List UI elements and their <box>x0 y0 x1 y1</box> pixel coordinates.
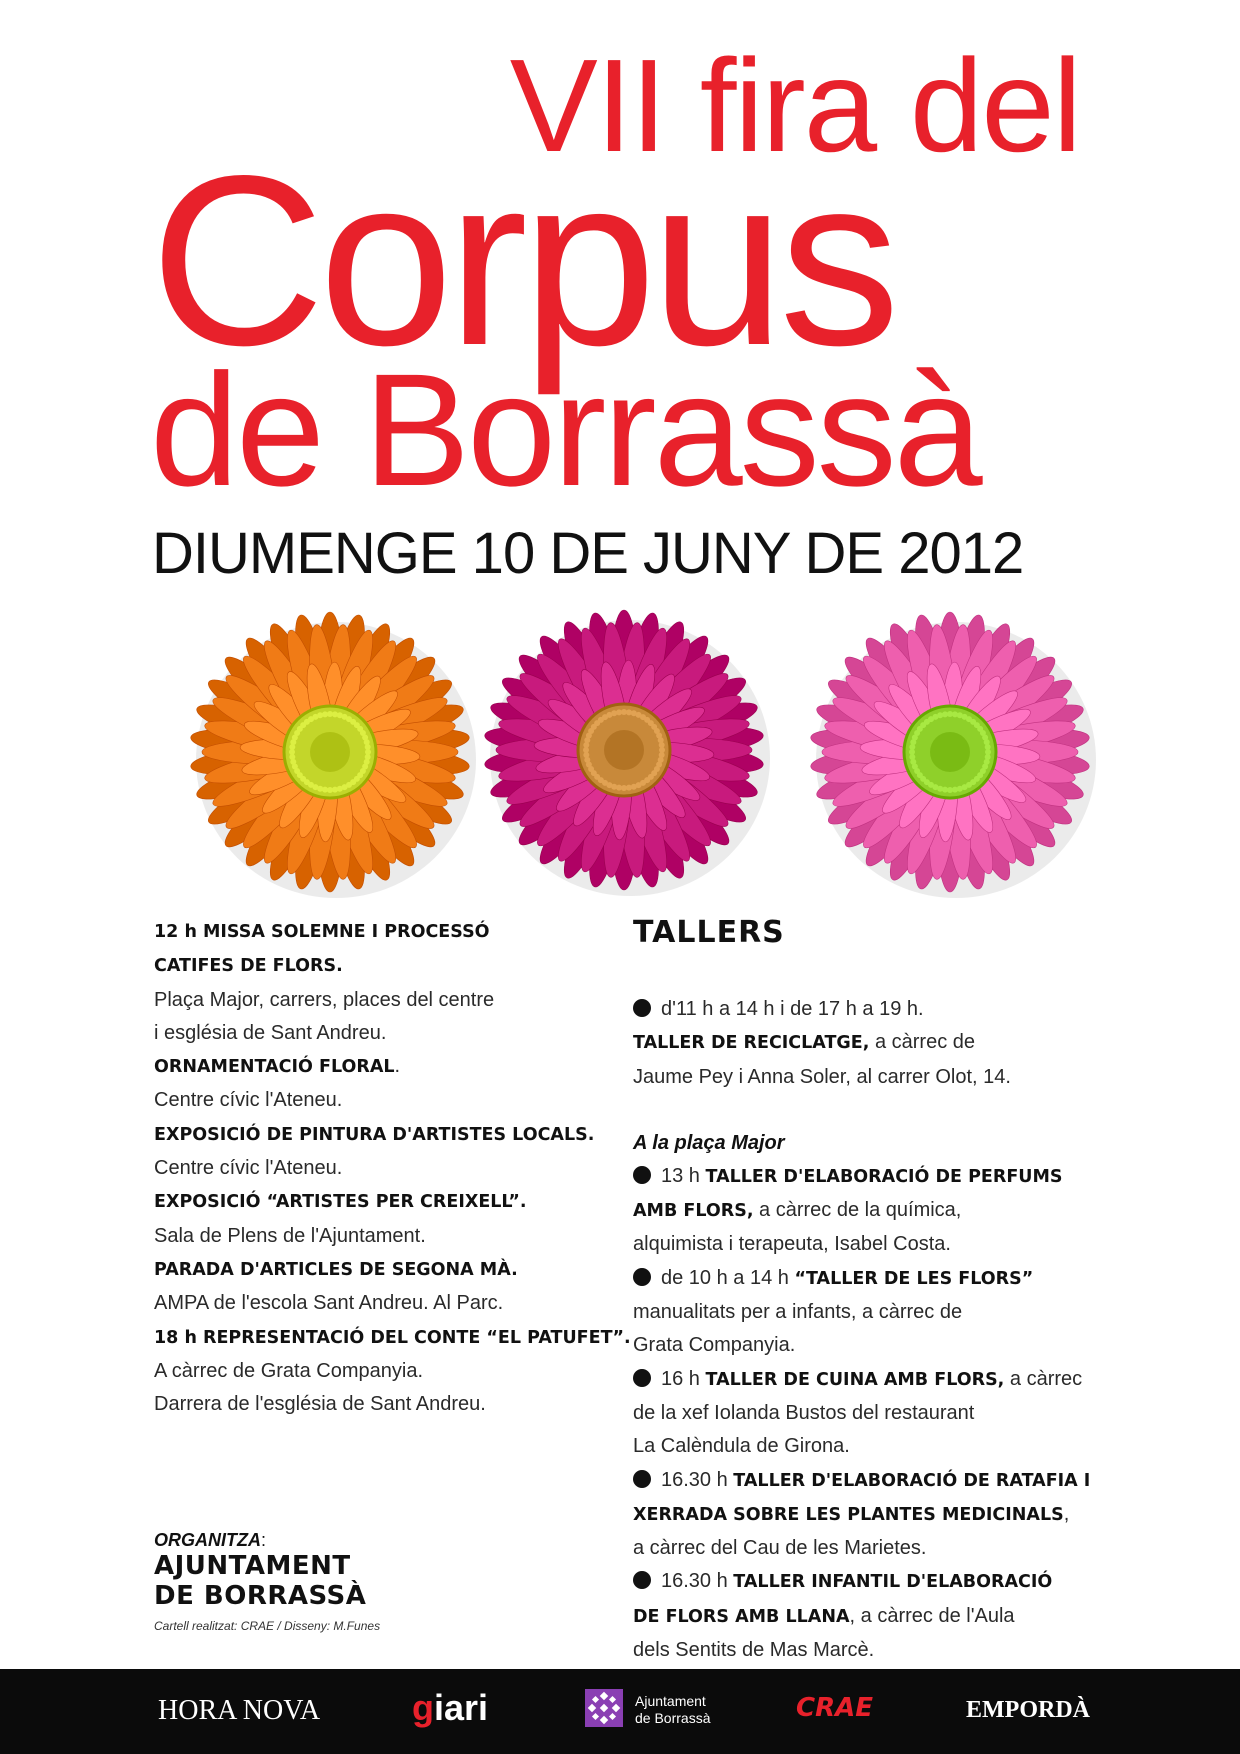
line-text: de la xef Iolanda Bustos del restaurant <box>633 1401 975 1424</box>
program-item <box>154 1355 624 1388</box>
line-bold: DE FLORS AMB LLANA <box>633 1606 850 1627</box>
organizer-label: ORGANITZA <box>154 1530 261 1550</box>
line-time: d'11 h a 14 h i de 17 h a 19 h. <box>661 998 924 1020</box>
emporda-logo: EMPORDÀ <box>966 1697 1090 1723</box>
bullet-icon <box>633 1369 651 1387</box>
line-bold: AMB FLORS, <box>633 1201 754 1222</box>
program-item <box>154 1388 624 1421</box>
line-bold: 18 h REPRESENTACIÓ DEL CONTE “EL PATUFET”. <box>154 1327 631 1348</box>
line-time: 16.30 h <box>661 1468 734 1491</box>
taller-item <box>633 993 1103 1026</box>
program-item <box>154 1321 631 1355</box>
taller-item <box>633 1026 1103 1060</box>
tallers-subtitle: A la plaça Major <box>633 1131 785 1154</box>
line-text: Darrera de l'església de Sant Andreu. <box>154 1393 486 1416</box>
line-text: a càrrec <box>1004 1367 1083 1390</box>
line-bold: EXPOSICIÓ “ARTISTES PER CREIXELL”. <box>154 1192 527 1213</box>
flower-stamen <box>365 744 371 750</box>
event-date: DIUMENGE 10 DE JUNY DE 2012 <box>152 521 1024 586</box>
line-text: AMPA de l'escola Sant Andreu. Al Parc. <box>154 1292 504 1315</box>
taller-item <box>633 1397 1103 1430</box>
program-item <box>154 984 624 1017</box>
orange-flower-image <box>180 602 480 902</box>
taller-item <box>633 1194 1103 1228</box>
line-text: Jaume Pey i Anna Soler, al carrer Olot, 14. <box>633 1065 1011 1088</box>
line-text: Centre cívic l'Ateneu. <box>154 1089 343 1112</box>
bullet-icon <box>633 1571 651 1589</box>
diari-logo-text: iari <box>434 1687 489 1728</box>
line-text: La Calèndula de Girona. <box>633 1435 850 1458</box>
line-bold: “TALLER DE LES FLORS” <box>794 1268 1034 1289</box>
hora-nova-logo: HORA NOVA <box>158 1695 321 1726</box>
line-bold: 12 h MISSA SOLEMNE I PROCESSÓ <box>154 922 490 942</box>
title-line-1: VII fira del <box>509 32 1080 179</box>
line-bold: TALLER INFANTIL D'ELABORACIÓ <box>733 1572 1053 1593</box>
bullet-icon <box>633 1166 651 1184</box>
organizer-label-colon: : <box>261 1530 267 1550</box>
line-text: A càrrec de Grata Companyia. <box>154 1359 424 1382</box>
line-time: 16 h <box>661 1367 706 1390</box>
taller-item <box>633 1061 1103 1094</box>
taller-item <box>633 1262 1103 1296</box>
diari-logo-accent: g <box>412 1687 434 1728</box>
taller-item <box>633 1329 1103 1362</box>
diari-logo <box>412 1687 488 1729</box>
taller-item <box>633 1498 1103 1532</box>
flower-disc <box>604 730 644 770</box>
line-text: a càrrec de la química, <box>753 1199 962 1222</box>
line-time: de 10 h a 14 h <box>661 1266 795 1289</box>
line-text: a càrrec de <box>869 1031 975 1054</box>
line-bold: TALLER DE CUINA AMB FLORS, <box>705 1369 1005 1390</box>
line-text: dels Sentits de Mas Marcè. <box>633 1639 875 1662</box>
line-time: 16.30 h <box>661 1570 734 1593</box>
line-text: Sala de Plens de l'Ajuntament. <box>154 1224 426 1247</box>
organizer-block <box>154 1530 380 1633</box>
taller-item <box>633 1296 1103 1329</box>
flower-disc <box>930 732 970 772</box>
line-bold: XERRADA SOBRE LES PLANTES MEDICINALS <box>633 1504 1064 1525</box>
program-item <box>154 1152 624 1185</box>
ajuntament-emblem-icon <box>585 1689 623 1727</box>
line-bold: TALLER DE RECICLATGE, <box>633 1033 870 1054</box>
taller-item <box>633 1532 1103 1565</box>
program-item <box>154 1118 624 1152</box>
program-item <box>154 915 624 949</box>
crae-logo: CRAE <box>796 1693 873 1723</box>
ajuntament-logo-line-1: Ajuntament <box>635 1693 706 1709</box>
magenta-flower-image <box>474 600 774 900</box>
line-text: i església de Sant Andreu. <box>154 1021 387 1044</box>
program-item <box>154 1084 624 1117</box>
organizer-name-line-2: DE BORRASSÀ <box>154 1581 367 1611</box>
program-item <box>154 949 624 983</box>
taller-item <box>633 1228 1103 1261</box>
flower-stamen <box>985 744 991 750</box>
line-bold: TALLER D'ELABORACIÓ DE PERFUMS <box>705 1166 1063 1187</box>
line-bold: PARADA D'ARTICLES DE SEGONA MÀ. <box>154 1259 518 1280</box>
taller-item <box>633 1363 1103 1397</box>
line-text: Grata Companyia. <box>633 1334 796 1357</box>
pink-flower-image <box>800 602 1100 902</box>
line-text: alquimista i terapeuta, Isabel Costa. <box>633 1233 951 1256</box>
line-text: Centre cívic l'Ateneu. <box>154 1157 343 1180</box>
flower-stamen <box>659 742 665 748</box>
bullet-icon <box>633 1268 651 1286</box>
tallers-heading: TALLERS <box>633 915 785 950</box>
taller-item <box>633 1565 1103 1599</box>
sponsor-footer <box>0 1669 1240 1754</box>
program-item <box>154 1220 624 1253</box>
line-text: manualitats per a infants, a càrrec de <box>633 1301 963 1324</box>
line-bold: TALLER D'ELABORACIÓ DE RATAFIA I <box>733 1470 1091 1491</box>
line-text: , a càrrec de l'Aula <box>849 1604 1015 1627</box>
line-text: , <box>1063 1502 1070 1525</box>
line-time: 13 h <box>661 1164 706 1187</box>
poster-credit: Cartell realitzat: CRAE / Disseny: M.Funes <box>154 1619 381 1633</box>
taller-item <box>633 1464 1103 1498</box>
program-item <box>154 1253 624 1287</box>
organizer-name-line-1: AJUNTAMENT <box>154 1551 351 1581</box>
taller-item <box>633 1430 1103 1463</box>
program-list <box>154 915 631 1421</box>
tallers-block-placa-major <box>633 1160 1103 1667</box>
program-item <box>154 1050 624 1084</box>
line-bold: EXPOSICIÓ DE PINTURA D'ARTISTES LOCALS. <box>154 1124 595 1145</box>
line-bold: CATIFES DE FLORS. <box>154 956 343 977</box>
bullet-icon <box>633 999 651 1017</box>
line-text: Plaça Major, carrers, places del centre <box>154 988 495 1011</box>
tallers-section <box>633 915 1103 1667</box>
ajuntament-logo-line-2: de Borrassà <box>635 1710 711 1726</box>
program-item <box>154 1017 624 1050</box>
title-line-3: de Borrassà <box>150 340 980 519</box>
line-text: a càrrec del Cau de les Marietes. <box>633 1537 927 1560</box>
tallers-block-general <box>633 993 1103 1094</box>
line-bold: ORNAMENTACIÓ FLORAL <box>154 1057 395 1078</box>
program-item <box>154 1287 624 1320</box>
title-line-2: Corpus <box>150 126 895 396</box>
bullet-icon <box>633 1470 651 1488</box>
line-text: . <box>394 1055 401 1078</box>
taller-item <box>633 1160 1103 1194</box>
flower-disc <box>310 732 350 772</box>
taller-item <box>633 1634 1103 1667</box>
program-item <box>154 1185 624 1219</box>
taller-item <box>633 1600 1103 1634</box>
